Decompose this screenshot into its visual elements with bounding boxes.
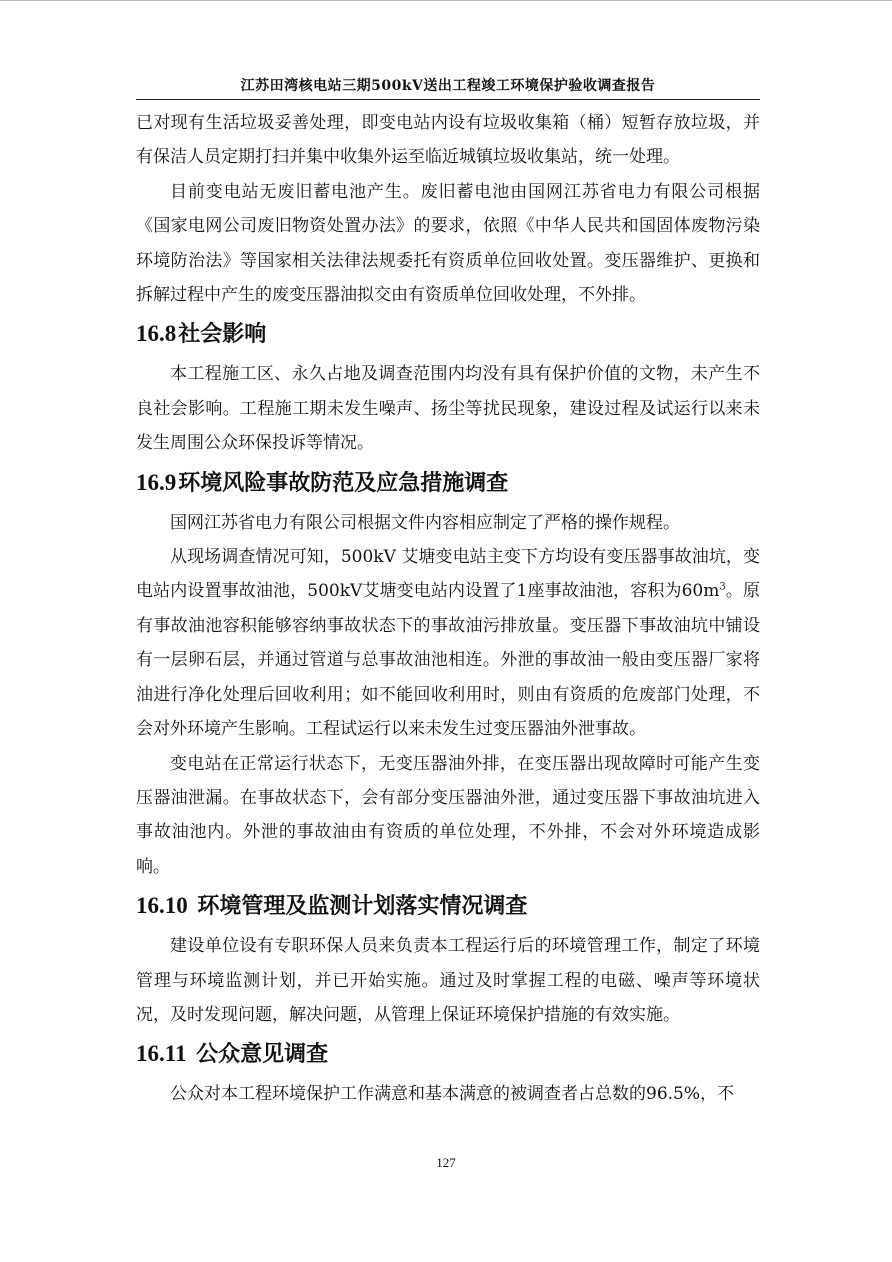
section-heading-16-9: [136, 465, 760, 502]
page-number: 127: [436, 1155, 456, 1170]
paragraph-waste-handling: 已对现有生活垃圾妥善处理，即变电站内设有垃圾收集箱（桶）短暂存放垃圾，并有保洁人员定期打扫并集中收集外运至临近城镇垃圾收集站，统一处理。: [136, 113, 760, 168]
section-number: 16.9: [136, 469, 177, 495]
section-title: 公众意见调查: [196, 1042, 329, 1068]
paragraph-public-opinion: 公众对本工程环境保护工作满意和基本满意的被调查者占总数的96.5%，不: [170, 1084, 735, 1105]
section-number: 16.11: [136, 1041, 187, 1067]
header-rule: [136, 99, 760, 100]
section-number: 16.8: [136, 321, 177, 347]
paragraph-oil-leak: 变电站在正常运行状态下，无变压器油外排，在变压器出现故障时可能产生变压器油泄漏。在事故状态下，会有部分变压器油外泄，通过变压器下事故油坑进入事故油池内。外泄的事故油由有资质的单位处理，不外排，不会对外环境造成影响。: [136, 753, 760, 877]
section-title: 社会影响: [178, 322, 267, 348]
paragraph-social-impact: 本工程施工区、永久占地及调查范围内均没有具有保护价值的文物，未产生不良社会影响。工程施工期未发生噪声、扬尘等扰民现象，建设过程及试运行以来未发生周围公众环保投诉等情况。: [136, 364, 760, 454]
section-number: 16.10: [136, 893, 188, 919]
section-title: 环境风险事故防范及应急措施调查: [178, 470, 509, 496]
top-border-line: [0, 0, 892, 1]
paragraph-env-management: 建设单位设有专职环保人员来负责本工程运行后的环境管理工作，制定了环境管理与环境监测计划，并已开始实施。通过及时掌握工程的电磁、噪声等环境状况，及时发现问题，解决问题，从管理上保证环境保护措施的有效实施。: [136, 936, 760, 1025]
oil-pit-text-part1: 从现场调查情况可知，500kV 艾塘变电站主变下方均设有变压器事故油坑，变电站内设置事故油池，500kV艾塘变电站内设置了1座事故油池，容积为60m: [136, 547, 760, 602]
section-heading-16-10: [136, 888, 760, 925]
running-header: 江苏田湾核电站三期500kV送出工程竣工环境保护验收调查报告: [240, 78, 656, 94]
oil-pit-text-part2: 。原有事故油池容积能够容纳事故状态下的事故油污排放量。变压器下事故油坑中铺设有一层卵石层，并通过管道与总事故油池相连。外泄的事故油一般由变压器厂家将油进行净化处理后回收利用；如不能回收利用时，则由有资质的危废部门处理，不会对外环境产生影响。工程试运行以来未发生过变压器油外泄事故。: [136, 581, 761, 740]
section-heading-16-11: [136, 1036, 760, 1073]
section-heading-16-8: [136, 316, 760, 353]
paragraph-operating-rules: 国网江苏省电力有限公司根据文件内容相应制定了严格的操作规程。: [170, 512, 680, 533]
paragraph-battery-disposal: 目前变电站无废旧蓄电池产生。废旧蓄电池由国网江苏省电力有限公司根据《国家电网公司废旧物资处置办法》的要求，依照《中华人民共和国固体废物污染环境防治法》等国家相关法律法规委托有资质单位回收处置。变压器维护、更换和拆解过程中产生的废变压器油拟交由有资质单位回收处理，不外排。: [136, 181, 760, 306]
paragraph-oil-pit: [136, 540, 760, 746]
section-title: 环境管理及监测计划落实情况调查: [197, 894, 528, 920]
superscript-cubic: 3: [719, 581, 726, 593]
page-body: [136, 106, 760, 1112]
